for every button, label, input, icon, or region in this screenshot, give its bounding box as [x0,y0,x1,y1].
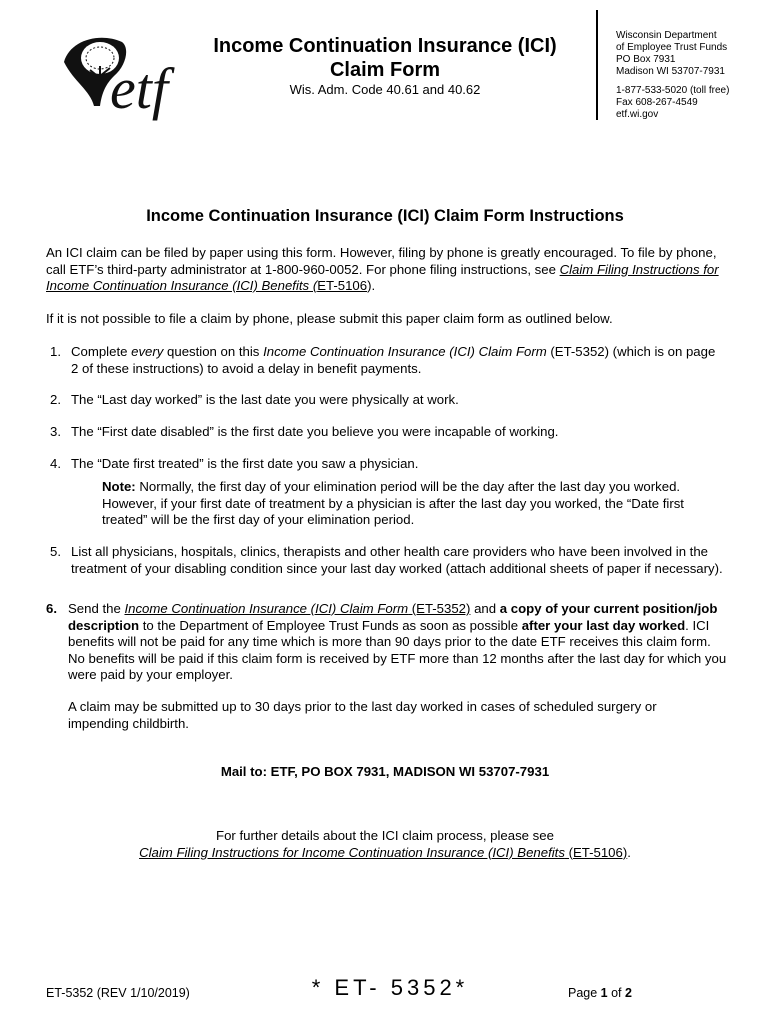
list-item: The “Date first treated” is the first date you saw a physician. [71,456,419,471]
intro-paragraph: An ICI claim can be filed by paper using this form. However, filing by phone is greatly encouraged. To file by phone, call ETF’s third-party administrator at 1-800-960-0052. For phone filing instructions, see Claim Filing Instructions for Income Continuation Insurance (ICI) Benefits (ET-5106). [46,245,719,293]
header-divider [596,10,598,120]
list-item: List all physicians, hospitals, clinics, therapists and other health care providers who have been involved in the treatment of your disabling condition since your last day worked (attach additional sheets of paper if necessary). [71,544,723,576]
form-id: ET-5352 (REV 1/10/2019) [46,986,190,1000]
item-number: 6. [46,601,57,616]
barcode-text: * ET- 5352* [311,975,469,1000]
et5352-link[interactable]: (ET-5352) [408,601,471,616]
agency-line4: Madison WI 53707-7931 [616,66,725,77]
item-number: 1. [50,344,61,359]
et5106-link[interactable]: ET-5106 [317,278,368,293]
form-title-line1: Income Continuation Insurance (ICI) [213,35,557,57]
further-details: For further details about the ICI claim process, please see Claim Filing Instructions for Income Continuation Insurance (ICI) Benefits (ET-5106). [139,828,631,860]
item-number: 2. [50,392,61,407]
agency-line2: of Employee Trust Funds [616,42,728,53]
mail-to: Mail to: ETF, PO BOX 7931, MADISON WI 53707-7931 [220,764,550,779]
further-link[interactable]: Claim Filing Instructions for Income Continuation Insurance (ICI) Benefits [139,844,565,860]
admin-code: Wis. Adm. Code 40.61 and 40.62 [289,82,481,97]
item-number: 5. [50,544,61,559]
agency-address [616,30,766,121]
list-item: The “First date disabled” is the first date you believe you were incapable of working. [71,424,559,439]
item-number: 4. [50,456,61,471]
further-code-link[interactable]: (ET-5106) [564,844,628,860]
list-item: Send the Income Continuation Insurance (ICI) Claim Form (ET-5352) and a copy of your current position/job description to the Department of Employee Trust Funds as soon as possible after your last day worked. ICI benefits will not be paid for any time which is more than 90 days prior to the date ETF receives this claim form. No benefits will be paid if this claim form is received by ETF more than 12 months after the last day for which you were paid by your employer. [68,601,727,682]
agency-line1: Wisconsin Department [616,30,717,41]
svg-text:etf: etf [110,56,168,121]
agency-web[interactable]: etf.wi.gov [616,109,659,120]
form-title-line2: Claim Form [329,59,441,81]
item-number: 3. [50,424,61,439]
etf-logo [60,32,210,124]
surgery-paragraph: A claim may be submitted up to 30 days prior to the last day worked in cases of scheduled surgery or impending childbirth. [68,699,657,731]
agency-line3: PO Box 7931 [616,54,676,65]
list-item: The “Last day worked” is the last date you were physically at work. [71,392,459,407]
instructions-heading: Income Continuation Insurance (ICI) Claim Form Instructions [146,207,624,225]
page-number: Page 1 of 2 [568,986,632,1000]
paper-paragraph: If it is not possible to file a claim by phone, please submit this paper claim form as outlined below. [46,311,613,326]
list-item: Complete every question on this Income Continuation Insurance (ICI) Claim Form (ET-5352) (which is on page 2 of these instructions) to avoid a delay in benefit payments. [71,344,716,376]
form-title [200,34,570,82]
note-paragraph: Note: Normally, the first day of your elimination period will be the day after the last day you worked. However, if your first date of treatment by a physician is after the last day you worked, the “Date first treated” will be the first day of your elimination period. [102,479,684,527]
claim-form-link[interactable]: Income Continuation Insurance (ICI) Claim Form [124,601,409,616]
claim-filing-link[interactable]: Claim Filing Instructions for Income Continuation Insurance (ICI) Benefits ( [46,261,719,293]
agency-fax: Fax 608-267-4549 [616,97,698,108]
agency-phone: 1-877-533-5020 (toll free) [616,85,730,96]
